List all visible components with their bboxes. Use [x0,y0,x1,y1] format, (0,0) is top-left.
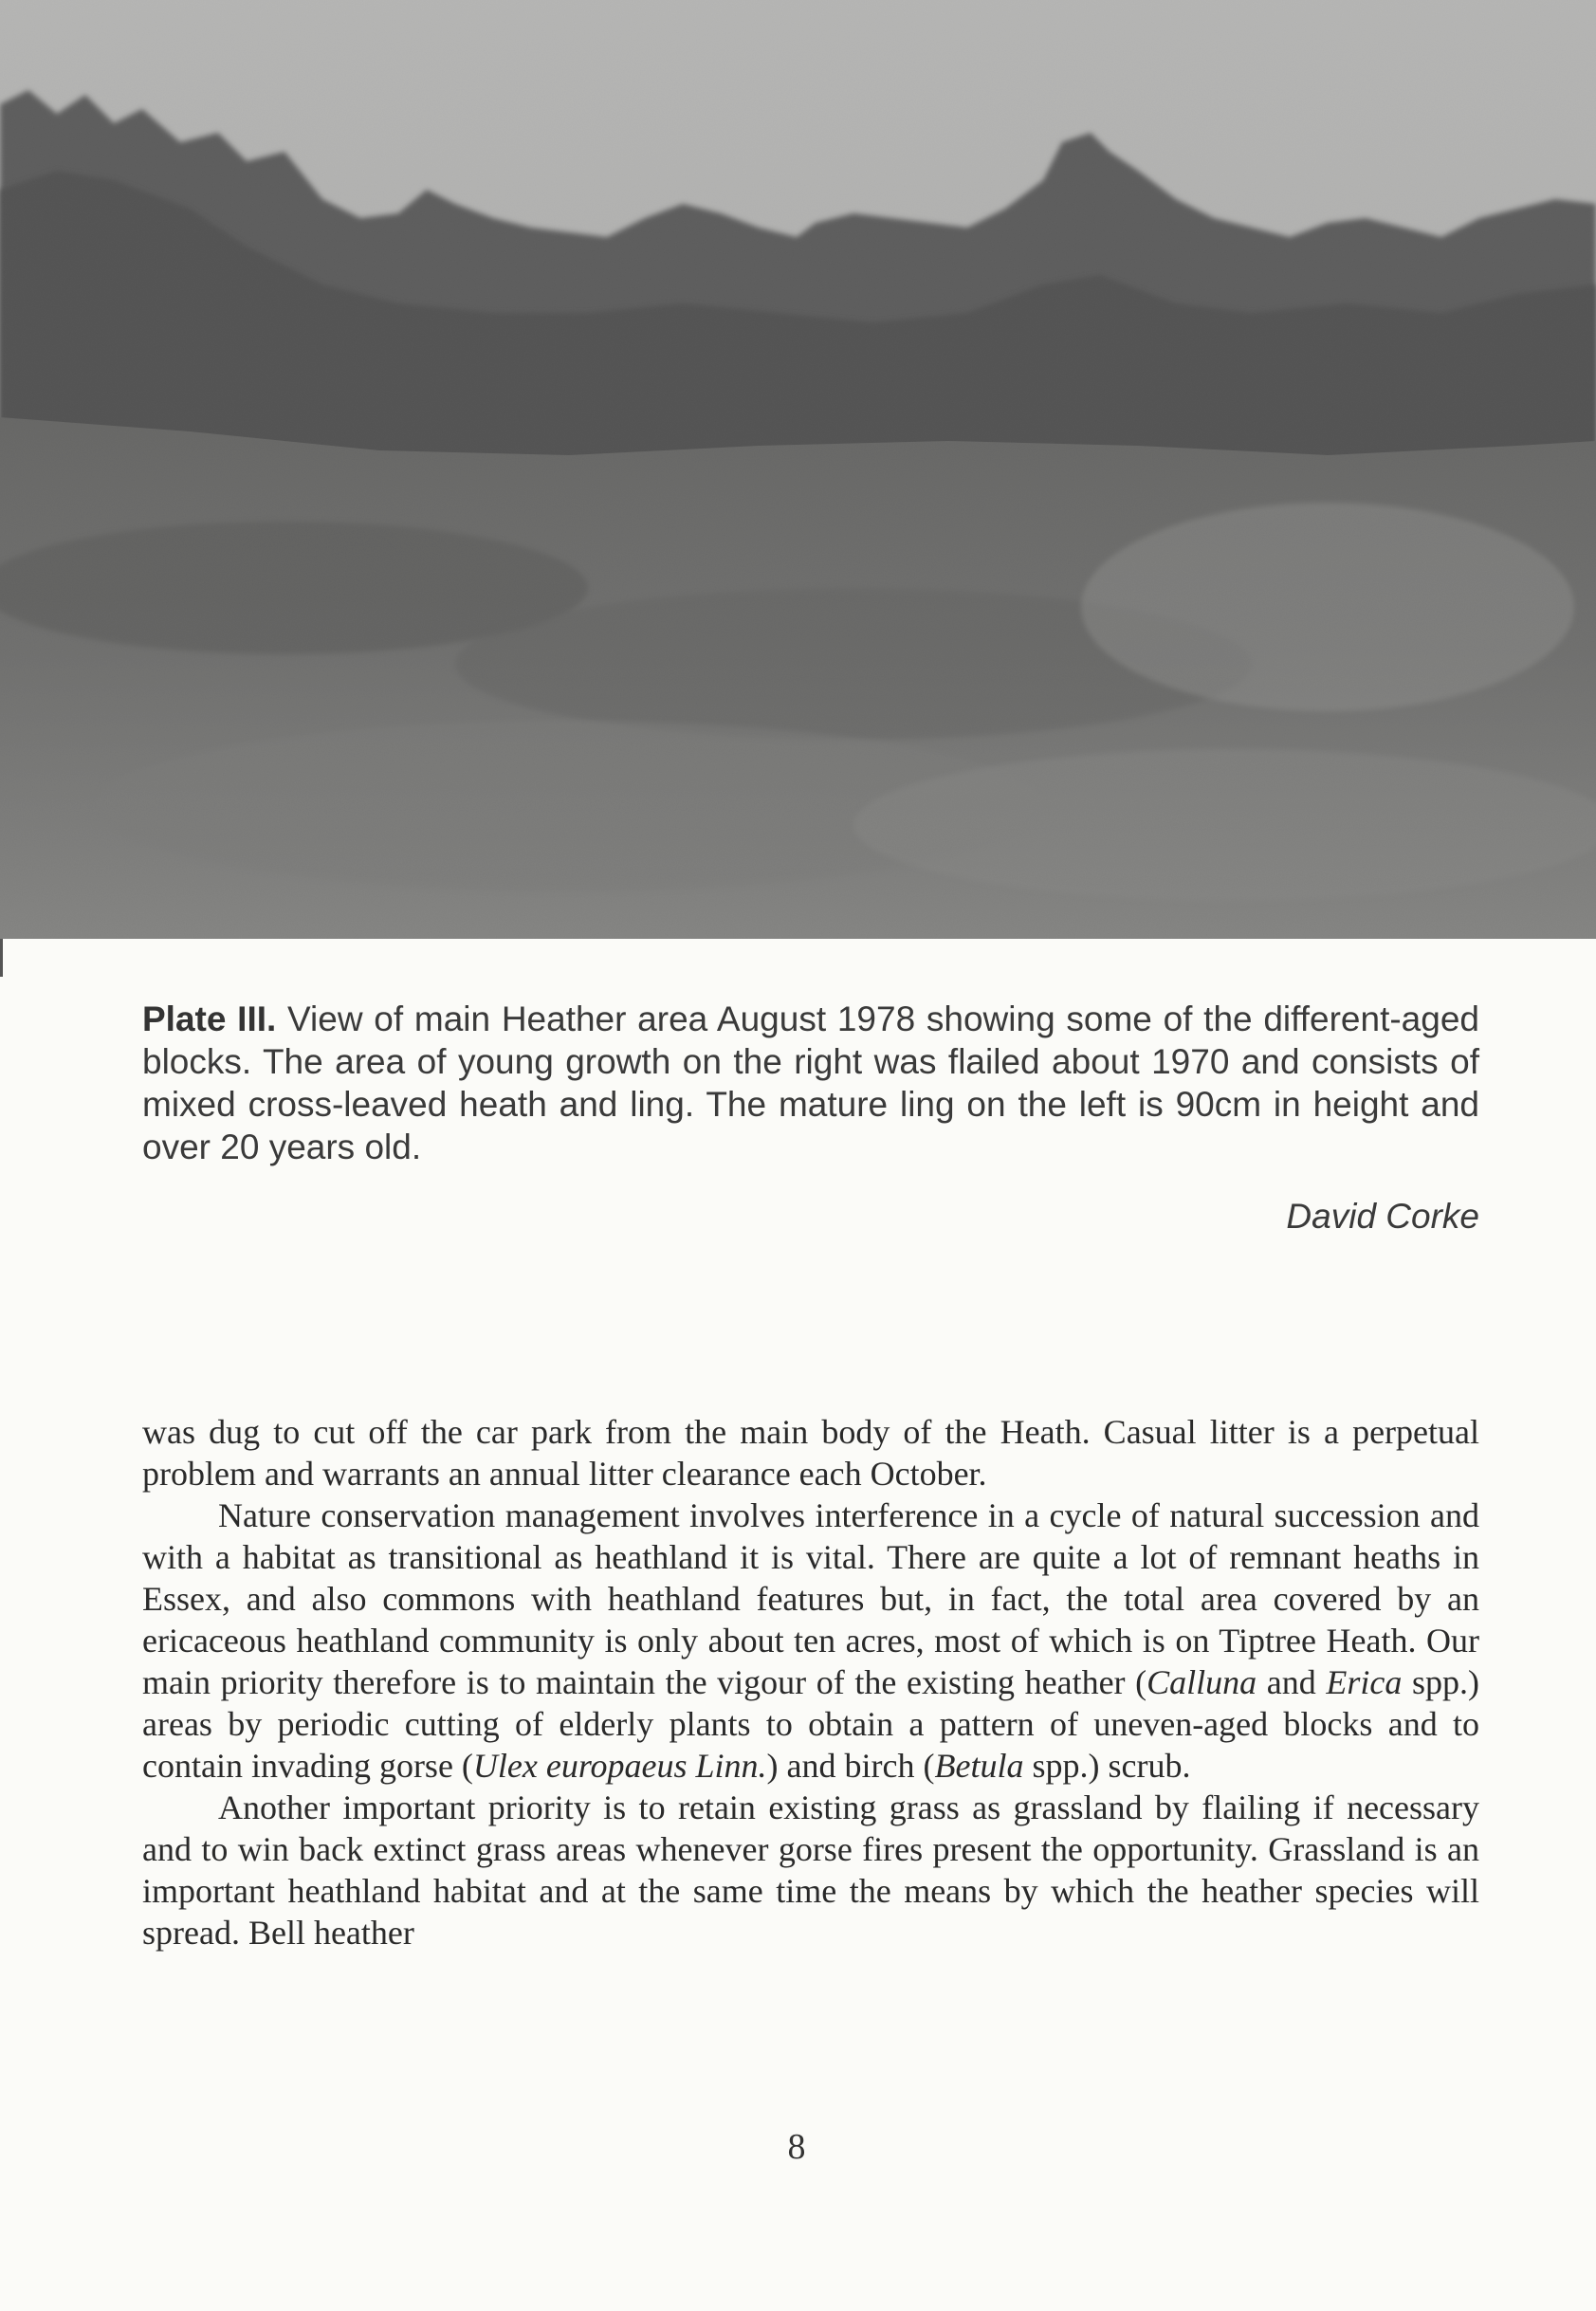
plate-caption-text: View of main Heather area August 1978 showing some of the different-aged blocks. The area of young growth on the right was flailed about 1970 and consists of mixed cross-leaved heath and ling. The mature ling on the left is 90cm in height and over 20 years old. [142,1000,1479,1166]
paragraph-2-part-e: spp.) scrub. [1023,1747,1191,1785]
paragraph-2-part-b: and [1257,1663,1327,1701]
species-calluna: Calluna [1147,1663,1257,1701]
page-number: 8 [787,2127,806,2167]
paragraph-3: Another important priority is to retain existing grass as grassland by flailing if necessary and to win back extinct grass areas whenever gorse fires present the opportunity. Grassland is an important heathland habitat and at the same time the means by which the heather species will spread. Bell heather [142,1788,1479,1952]
species-erica: Erica [1326,1663,1403,1701]
paragraph-2-part-c: spp.) areas by periodic cutting of elderly plants to obtain a pattern of uneven-aged blocks and to contain invading gorse ( [142,1663,1480,1785]
photo-credit: David Corke [1286,1197,1479,1236]
paragraph-2 [142,1495,1479,1787]
plate-caption [142,998,1479,1168]
plate-photograph [0,0,1596,939]
species-betula: Betula [934,1747,1024,1785]
paragraph-2-part-a: Nature conservation management involves interference in a cycle of natural succession and with a habitat as transitional as heathland it is vital. There are quite a lot of remnant heaths in Essex, and also commons with heathland features but, in fact, the total area covered by an ericaceous heathland community is only about ten acres, most of which is on Tiptree Heath. Our main priority therefore is to maintain the vigour of the existing heather ( [142,1496,1479,1701]
body-text [142,1411,1479,1953]
plate-label: Plate III. [142,1000,277,1038]
species-ulex: Ulex europaeus Linn. [472,1747,767,1785]
paragraph-1: was dug to cut off the car park from the main body of the Heath. Casual litter is a perpetual problem and warrants an annual litter clearance each October. [142,1413,1479,1493]
paragraph-2-part-d: ) and birch ( [766,1747,935,1785]
photo-edge-rule [0,939,3,977]
